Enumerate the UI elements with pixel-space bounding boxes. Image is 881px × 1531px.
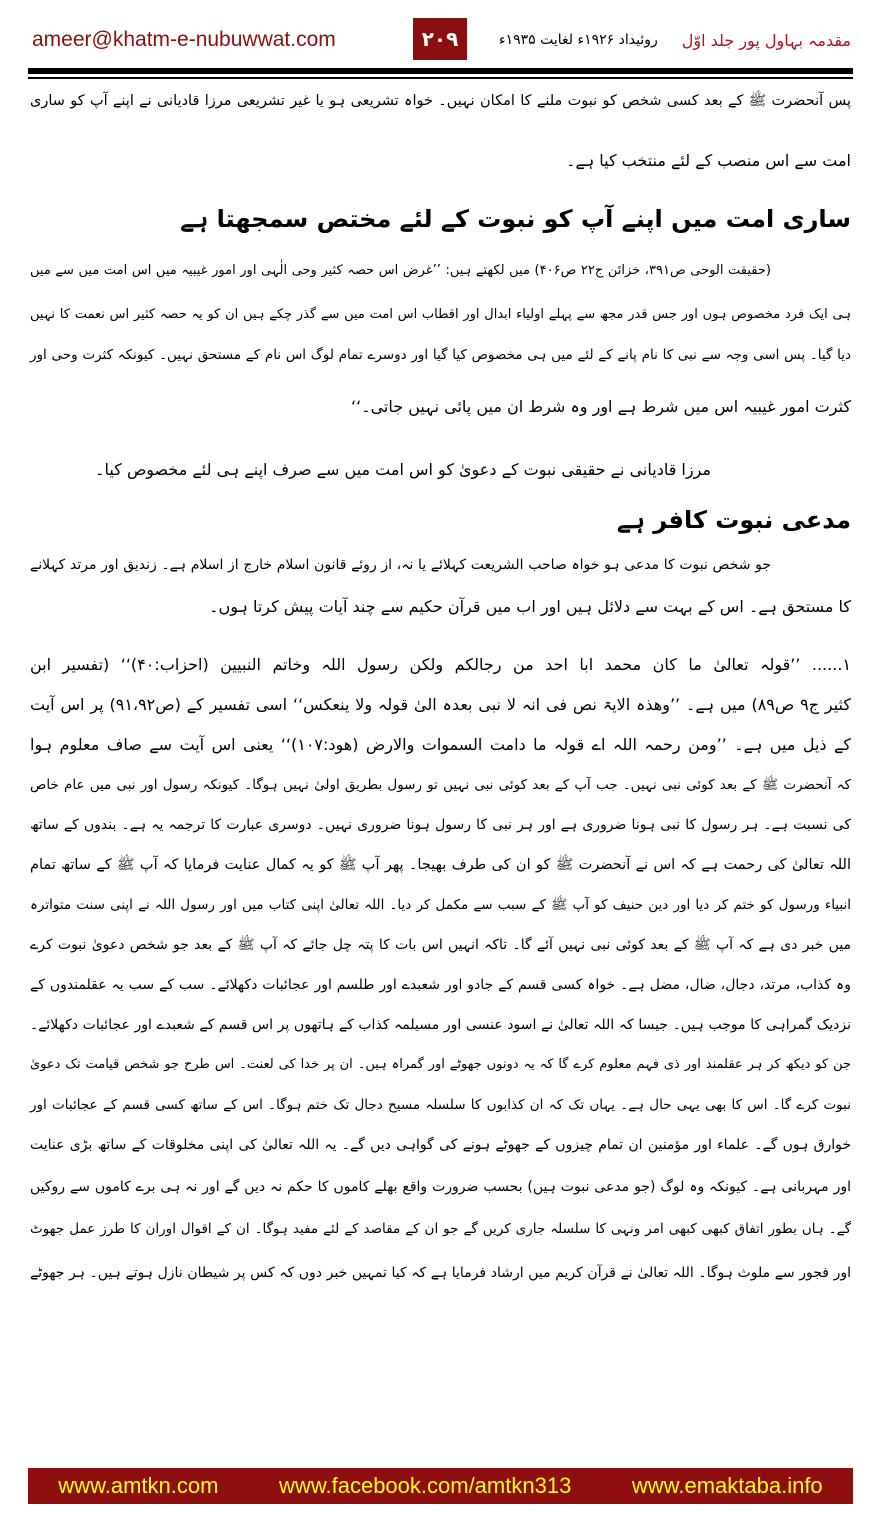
text-line: اور مہربانی ہے۔ کیونکہ وہ لوگ (جو مدعی نبوت ہیں) بحسب ضرورت واقع بھلے کاموں کا حکم نہ دیں گے اور نہ ہی برے کاموں سے روکیں: [30, 1179, 851, 1195]
text-line: ہی ایک فرد مخصوص ہوں اور جس قدر مجھ سے پہلے اولیاء ابدال اور اقطاب اس امت میں سے گذر چکے ہیں ان کو یہ حصہ کثیر اس نعمت کا نہیں: [30, 307, 851, 322]
text-line: اور فجور سے ملوث ہوگا۔ اللہ تعالیٰ نے قرآن کریم میں ارشاد فرمایا ہے کہ کیا تمہیں خبر دوں کہ کس پر شیطان نازل ہوتے ہیں۔ ہر جھوٹے: [30, 1265, 851, 1281]
header-date-range: روئیداد ۱۹۲۶ء لغایت ۱۹۳۵ء: [499, 32, 658, 48]
header-rule-thin: [28, 77, 853, 79]
text-line: امت سے اس منصب کے لئے منتخب کیا ہے۔: [566, 151, 851, 170]
header-right-group: [485, 24, 851, 56]
footer-bar: [28, 1468, 853, 1504]
text-line: خوارق ہوں گے۔ علماء اور مؤمنین ان تمام چیزوں کے جھوٹے ہونے کی گواہی دیں گے۔ یہ اللہ تعالیٰ کی اپنی مخلوقات کے ساتھ بڑی عنایت: [30, 1137, 851, 1153]
section-heading: مدعی نبوت کافر ہے: [616, 506, 851, 534]
text-line: پس آنحضرت ﷺ کے بعد کسی شخص کو نبوت ملنے کا امکان نہیں۔ خواہ تشریعی ہو یا غیر تشریعی مرزا قادیانی نے اپنے آپ کو ساری: [30, 93, 851, 109]
text-line: (حقیقت الوحی ص۳۹۱، خزائن ج۲۲ ص۴۰۶) میں لکھتے ہیں: ’’غرض اس حصہ کثیر وحی الٰہی اور امور غیبیہ میں اس امت میں سے میں: [30, 263, 771, 278]
header-book-title: مقدمہ بہاول پور جلد اوّل: [681, 30, 851, 50]
text-line: کی نسبت ہے۔ ہر رسول کا نبی ہونا ضروری ہے اور ہر نبی کا رسول ہونا ضروری نہیں۔ دوسری عبارت کا ترجمہ یہ ہے۔ بندوں کے ساتھ: [30, 817, 851, 833]
text-line: ۱...... ’’قولہ تعالیٰ ما کان محمد ابا احد من رجالکم ولکن رسول اللہ وخاتم النبیین (احزاب:۴۰)‘‘ (تفسیر ابن: [30, 655, 851, 674]
text-line: کثرت امور غیبیہ اس میں شرط ہے اور وہ شرط ان میں پائی نہیں جاتی۔‘‘: [351, 397, 851, 416]
footer-link-emaktaba[interactable]: www.emaktaba.info: [631, 1473, 823, 1498]
text-line: کہ آنحضرت ﷺ کے بعد کوئی نبی نہیں۔ جب آپ کے بعد کوئی نبی نہیں تو رسول بطریق اولیٰ نہیں ہوگا۔ کیونکہ رسول اور نبی میں عام خاص: [30, 777, 851, 793]
header-rule-thick: [28, 68, 853, 74]
footer-link-amtkn[interactable]: www.amtkn.com: [58, 1473, 219, 1498]
text-line: کا مستحق ہے۔ اس کے بہت سے دلائل ہیں اور اب میں قرآن حکیم سے چند آیات پیش کرتا ہوں۔: [209, 597, 851, 616]
text-line: گے۔ ہاں بطور اتفاق کبھی کبھی امر ونہی کا سلسلہ جاری کریں گے جو ان کے مقاصد کے لئے مفید ہوگا۔ ان کے اقوال اوران کا طرز عمل جھوٹ: [30, 1221, 851, 1237]
text-line: جن کو دیکھ کر ہر عقلمند اور ذی فہم معلوم کرے گا کہ یہ دونوں جھوٹے اور گمراہ ہیں۔ ان پر خدا کی لعنت۔ اس طرح جو شخص قیامت تک دعویٰ: [30, 1057, 851, 1072]
section-heading: ساری امت میں اپنے آپ کو نبوت کے لئے مختص سمجھتا ہے: [180, 205, 851, 233]
text-line: میں خبر دی ہے کہ آپ ﷺ کے بعد کوئی نبی نہیں آئے گا۔ تاکہ انہیں اس بات کا پتہ چل جائے کہ آپ ﷺ کے بعد جو شخص دعویٰ نبوت کرے: [30, 937, 851, 953]
text-line: کثیر ج۹ ص۸۹) میں ہے۔ ’’وھذہ الایۃ نص فی انہ لا نبی بعدہ الیٰ قولہ ولا ینعکس‘‘ اسی تفسیر کے (ص۹۱،۹۲) پر اس آیت: [30, 695, 851, 714]
text-line: کے ذیل میں ہے۔ ’’ومن رحمہ اللہ اے قولہ ما دامت السموات والارض (ھود:۱۰۷)‘‘ یعنی اس آیت سے صاف معلوم ہوا: [30, 735, 851, 754]
text-line: وہ کذاب، مرتد، دجال، ضال، مضل ہے۔ خواہ کسی قسم کے جادو اور شعبدے اور طلسم اور عجائبات دکھلائے۔ سب کے سب یہ عقلمندوں کے: [30, 977, 851, 993]
page-number: ۲۰۹: [413, 18, 467, 60]
text-line: انبیاء ورسول کو ختم کر دیا اور دین حنیف کو آپ ﷺ کے سبب سے مکمل کر دیا۔ اللہ تعالیٰ اپنی کتاب میں اور رسول اللہ نے اپنی سنت متواترہ: [30, 897, 851, 913]
text-line: نزدیک گمراہی کا موجب ہیں۔ جیسا کہ اللہ تعالیٰ نے اسود عنسی اور مسیلمہ کذاب کے ہاتھوں پر اس قسم کے شعبدے اور عجائبات دکھلائے۔: [30, 1017, 851, 1033]
text-line: نبوت کرے گا۔ اس کا بھی یہی حال ہے۔ یہاں تک کہ ان کذابوں کا سلسلہ مسیح دجال تک ختم ہوگا۔ اس کے ساتھ کسی قسم کے عجائبات اور: [30, 1097, 851, 1113]
text-line: جو شخص نبوت کا مدعی ہو خواہ صاحب الشریعت کہلائے یا نہ، از روئے قانون اسلام خارج از اسلام ہے۔ زندیق اور مرتد کہلانے: [30, 557, 771, 573]
header-email[interactable]: ameer@khatm-e-nubuwwat.com: [32, 28, 336, 51]
text-line: اللہ تعالیٰ کی رحمت ہے کہ اس نے آنحضرت ﷺ کو ان کی طرف بھیجا۔ پھر آپ ﷺ کو یہ کمال عنایت فرمایا کہ آپ ﷺ کے ساتھ تمام: [30, 857, 851, 873]
footer-link-facebook[interactable]: www.facebook.com/amtkn313: [279, 1473, 572, 1498]
text-line: دیا گیا۔ پس اسی وجہ سے نبی کا نام پانے کے لئے میں ہی مخصوص کیا گیا اور دوسرے تمام لوگ اس نام کے مستحق نہیں۔ کیونکہ کثرت وحی اور: [30, 347, 851, 363]
text-line: مرزا قادیانی نے حقیقی نبوت کے دعویٰ کو اس امت میں سے صرف اپنے ہی لئے مخصوص کیا۔: [95, 460, 711, 479]
